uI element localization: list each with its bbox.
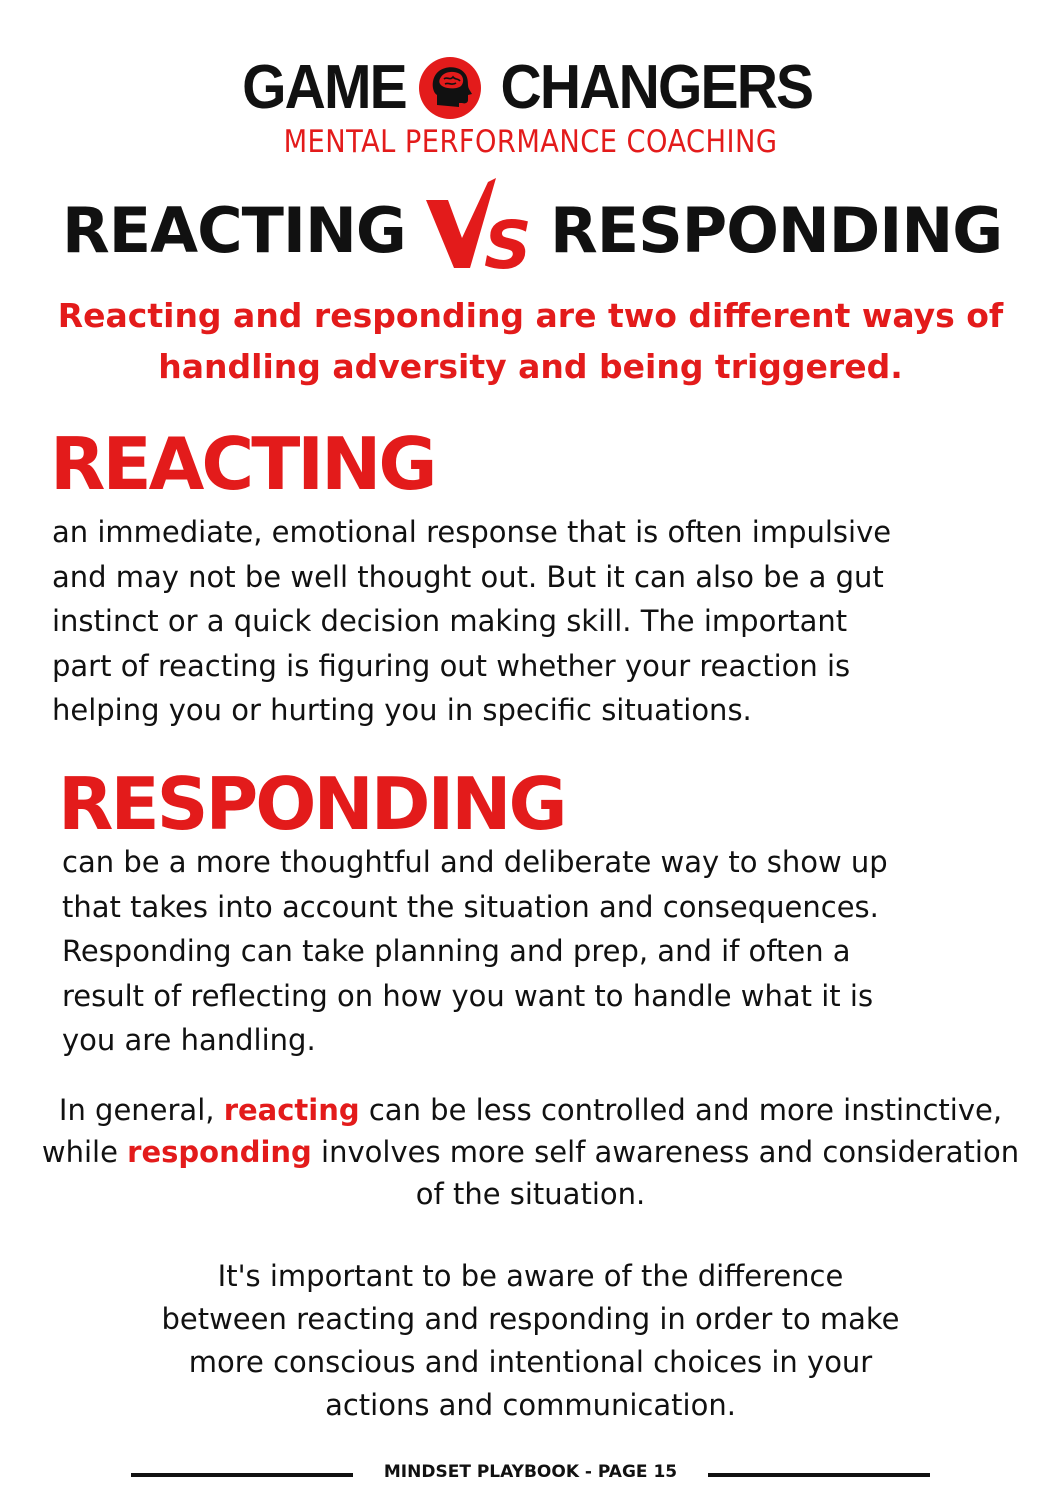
logo-subtitle: MENTAL PERFORMANCE COACHING xyxy=(283,124,778,160)
responding-title: RESPONDING xyxy=(58,762,565,846)
summary-text: involves more self awareness and consideration of the situation. xyxy=(311,1135,1020,1211)
footer-page-label: MINDSET PLAYBOOK - PAGE 15 xyxy=(383,1462,678,1482)
brain-head-icon xyxy=(417,55,483,121)
responding-description: can be a more thoughtful and deliberate way to show up that takes into account the situation and consequences. Responding can take planning and prep, and if often a result of reflecting on how you want to handle what it is you are handling. xyxy=(62,845,888,1057)
svg-text:S: S xyxy=(484,207,532,282)
footer-divider-left xyxy=(131,1473,353,1477)
summary-highlight-responding: responding xyxy=(127,1135,312,1169)
summary-highlight-reacting: reacting xyxy=(223,1093,360,1127)
headline xyxy=(0,172,1061,282)
footer-divider-right xyxy=(708,1473,930,1477)
summary-paragraph xyxy=(40,1089,1021,1215)
reacting-description: an immediate, emotional response that is often impulsive and may not be well thought out. But it can also be a gut instinct or a quick decision making skill. The important part of reacting is figuring out whether your reaction is helping you or hurting you in specific situations. xyxy=(52,515,892,727)
headline-responding: RESPONDING xyxy=(550,194,1003,267)
logo xyxy=(0,52,1061,124)
reacting-title: REACTING xyxy=(50,422,435,506)
intro-text: Reacting and responding are two different ways of handling adversity and being triggered. xyxy=(57,296,1004,386)
vs-lightning-mark xyxy=(418,172,548,282)
logo-word-game: GAME xyxy=(242,53,406,122)
headline-reacting: REACTING xyxy=(62,194,406,267)
closing-paragraph: It's important to be aware of the difference between reacting and responding in order to make more conscious and intentional choices in your actions and communication. xyxy=(161,1259,900,1422)
logo-word-changers: CHANGERS xyxy=(500,53,813,122)
summary-text: can be less controlled and more instinctive, while xyxy=(41,1093,1003,1169)
summary-text: In general, xyxy=(58,1093,224,1127)
